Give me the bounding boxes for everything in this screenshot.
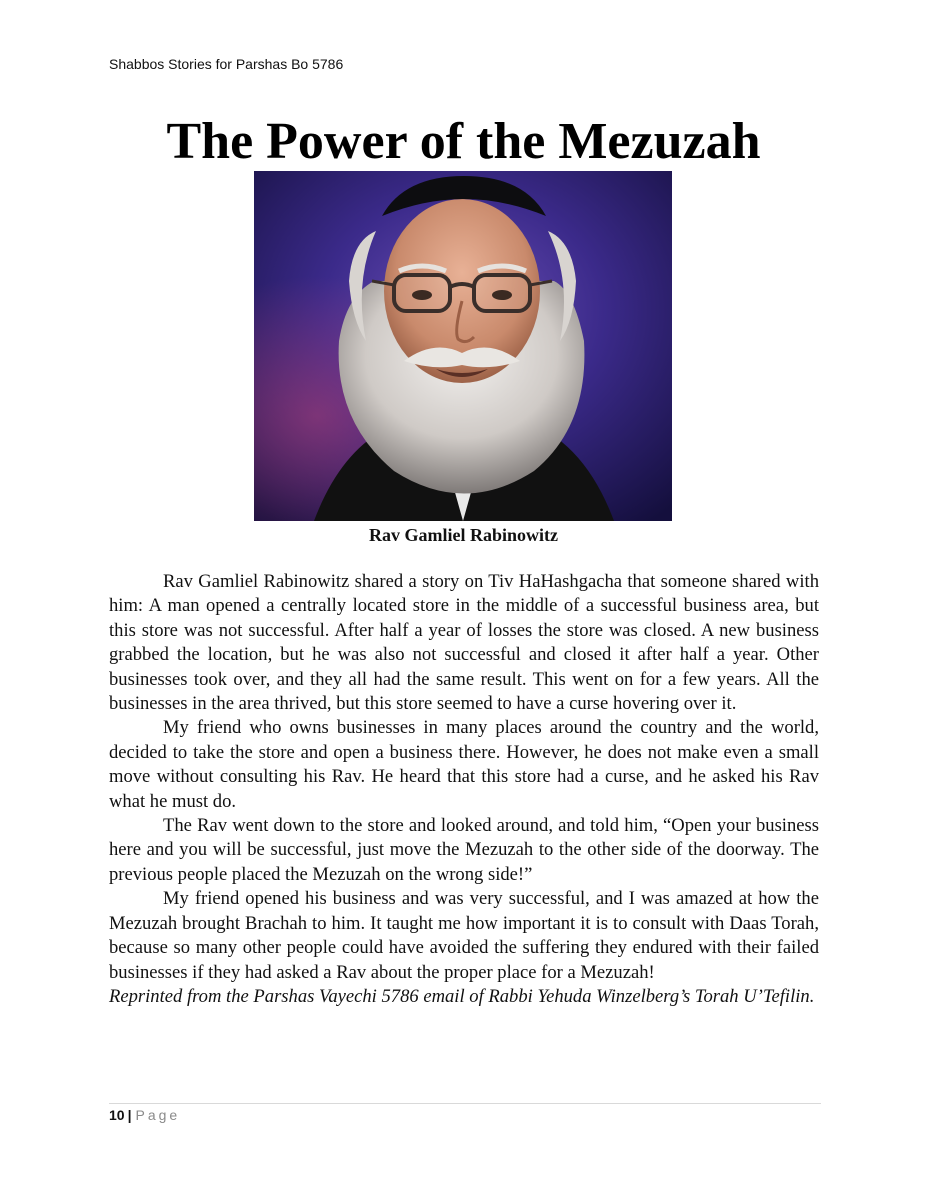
photo-caption: Rav Gamliel Rabinowitz: [369, 525, 558, 545]
paragraph: My friend opened his business and was very successful, and I was amazed at how the Mezuzah brought Brachah to him. It taught me how important it is to consult with Daas Torah, because so many other people could have avoided the suffering they endured with their failed businesses if they had asked a Rav about the proper place for a Mezuzah!: [109, 888, 819, 983]
article-body: [109, 570, 819, 1009]
paragraph: The Rav went down to the store and looked around, and told him, “Open your business here and you will be successful, just move the Mezuzah to the other side of the doorway. The previous people placed the Mezuzah on the wrong side!”: [109, 815, 819, 885]
page-number: 10: [109, 1107, 125, 1123]
running-header: Shabbos Stories for Parshas Bo 5786: [109, 56, 344, 72]
page-footer: [109, 1107, 180, 1123]
paragraph: My friend who owns businesses in many places around the country and the world, decided to take the store and open a business there. However, he does not make even a small move without consulting his Rav. He heard that this store had a curse, and he asked his Rav what he must do.: [109, 717, 819, 812]
page-label: Page: [135, 1107, 181, 1123]
paragraph: Rav Gamliel Rabinowitz shared a story on Tiv HaHashgacha that someone shared with him: A man opened a centrally located store in the middle of a successful business area, but this store was not successful. After half a year of losses the store was closed. A new business grabbed the location, but he was also not successful and closed it after half a year. Other businesses took over, and they all had the same result. This went on for a few years. All the businesses in the area thrived, but this store seemed to have a curse hovering over it.: [109, 571, 819, 715]
article-title: The Power of the Mezuzah: [166, 113, 761, 170]
footer-separator: |: [127, 1107, 132, 1123]
portrait-photo: [254, 171, 672, 521]
source-credit: Reprinted from the Parshas Vayechi 5786 email of Rabbi Yehuda Winzelberg’s Torah U’Tefilin.: [109, 985, 815, 1007]
footer-divider: [109, 1103, 821, 1104]
